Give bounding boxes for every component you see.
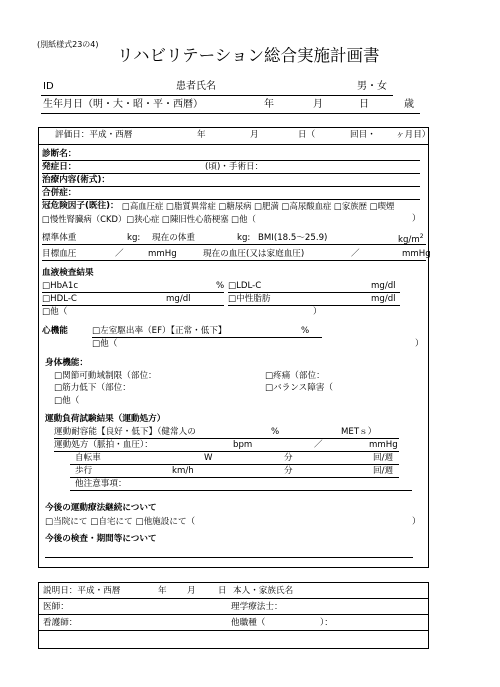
kg-unit: kg: xyxy=(127,233,141,243)
treatment-label: 治療内容(術式)： xyxy=(42,175,111,185)
bpm-unit: bpm xyxy=(233,440,253,450)
target-bp-label: 目標血圧 xyxy=(42,249,77,259)
nurse-label: 看護師： xyxy=(43,618,78,628)
birth-line xyxy=(41,113,420,114)
rule xyxy=(39,598,428,599)
superscript-2: 2 xyxy=(419,233,424,240)
rule xyxy=(42,199,420,200)
mets-unit: METｓ） xyxy=(341,427,377,437)
slash: ／ xyxy=(115,249,124,259)
eval-month: 月 xyxy=(250,130,259,140)
eval-months: ヶ月目） xyxy=(396,130,431,140)
birth-date-label: 生年月日（明・大・昭・平・西暦） xyxy=(43,99,203,110)
mmhg-unit: mmHg xyxy=(402,249,431,259)
mgdl-unit: mg/dl xyxy=(371,294,396,304)
future-exam-title: 今後の検査・期間等について xyxy=(45,534,157,544)
balance-check[interactable]: □バランス障害（ xyxy=(265,383,334,393)
mgdl-unit: mg/dl xyxy=(166,294,191,304)
exercise-prescription-label: 運動処方（脈拍・血圧）： xyxy=(54,440,153,450)
per-week-unit: 回/週 xyxy=(373,453,394,463)
percent-unit: % xyxy=(271,427,280,437)
exercise-test-title: 運動負荷試験結果（運動処方） xyxy=(45,414,166,424)
cardiac-function-title: 心機能 xyxy=(42,326,68,336)
other-notes-label: 他注意事項： xyxy=(75,479,127,489)
standard-weight-label: 標準体重 xyxy=(42,233,77,243)
doctor-label: 医師： xyxy=(43,602,69,612)
percent-unit: % xyxy=(301,326,310,336)
mmhg-unit: mmHg xyxy=(369,440,398,450)
blood-other-check[interactable]: □他（ xyxy=(42,307,68,317)
footer-month: 月 xyxy=(187,586,196,596)
kgm2-text: kg/m xyxy=(398,234,420,245)
other-staff-label: 他職種（ xyxy=(231,618,266,628)
form-number: (別紙様式23の4) xyxy=(37,40,99,49)
eval-day: 日（ xyxy=(298,130,316,140)
watt-unit: W xyxy=(204,453,213,463)
risk-factors-line2[interactable]: □慢性腎臓病（CKD）□狭心症 □陳旧性心筋梗塞 □他（ xyxy=(42,214,256,224)
surgery-date-label: (頃)・手術日： xyxy=(205,162,264,172)
rule xyxy=(42,305,224,306)
paren-close: ） xyxy=(412,517,421,527)
bmi-label: BMI(18.5～25.9) xyxy=(258,233,328,243)
physical-therapist-label: 理学療法士： xyxy=(231,602,283,612)
body-function-title: 身体機能： xyxy=(45,358,88,368)
hba1c-check[interactable]: □HbA1c xyxy=(42,281,79,291)
mmhg-unit: mmHg xyxy=(148,249,177,259)
muscle-weakness-check[interactable]: □筋力低下（部位： xyxy=(54,383,131,393)
diagnosis-label: 診断名： xyxy=(42,149,77,159)
current-weight-label: 現在の体重 xyxy=(152,233,195,243)
rule xyxy=(42,292,224,293)
slash: ／ xyxy=(314,440,323,450)
age-label: 歳 xyxy=(404,99,414,110)
rule xyxy=(42,244,426,245)
bmi-unit xyxy=(398,234,424,244)
mgdl-unit: mg/dl xyxy=(371,281,396,291)
bike-label: 自転車 xyxy=(75,453,101,463)
rule xyxy=(70,477,399,478)
rule xyxy=(42,173,420,174)
paren-close: ） xyxy=(313,307,322,317)
rule xyxy=(70,464,399,465)
rule xyxy=(54,438,399,439)
blood-test-title: 血液検査結果 xyxy=(42,268,94,278)
rule xyxy=(42,260,426,261)
sex-select[interactable]: 男・女 xyxy=(357,81,387,92)
triglyceride-check[interactable]: □中性脂肪 xyxy=(228,294,271,304)
onset-label: 発症日： xyxy=(42,162,77,172)
paren-close: ） xyxy=(415,339,424,349)
walk-label: 歩行 xyxy=(75,466,93,476)
percent-unit: % xyxy=(216,281,225,291)
per-week-unit: 回/週 xyxy=(373,466,394,476)
id-label: ID xyxy=(43,81,54,92)
page-title: リハビリテーション総合実施計画書 xyxy=(117,46,380,65)
complications-label: 合併症： xyxy=(42,188,77,198)
rule xyxy=(54,451,399,452)
other-staff-close: ）： xyxy=(320,618,333,628)
risk-factors-label: 冠危険因子(既往)： xyxy=(42,201,119,211)
min-unit: 分 xyxy=(284,453,293,463)
eval-year: 年 xyxy=(197,130,206,140)
slash: ／ xyxy=(351,249,360,259)
cardiac-other-check[interactable]: □他（ xyxy=(92,339,118,349)
evaluation-date-label: 評価日：平成・西暦 xyxy=(55,130,133,140)
kg-unit: kg: xyxy=(237,233,251,243)
body-other-check[interactable]: □他（ xyxy=(54,396,80,406)
exercise-tolerance-label: 運動耐容能【良好・低下】（健常人の xyxy=(54,427,196,437)
lvef-check[interactable]: □左室駆出率（EF）【正常・低下】 xyxy=(92,326,227,336)
eval-times: 回目・ xyxy=(350,130,376,140)
rule xyxy=(39,630,428,631)
footer-year: 年 xyxy=(158,586,167,596)
current-bp-label: 現在の血圧(又は家庭血圧) xyxy=(203,249,305,259)
rule xyxy=(228,305,400,306)
birth-year: 年 xyxy=(264,99,274,110)
paren-close: ） xyxy=(412,214,421,224)
rom-limit-check[interactable]: □関節可動域制限（部位： xyxy=(54,371,157,381)
rule xyxy=(42,160,420,161)
rule xyxy=(42,186,420,187)
explanation-date-label: 説明日：平成・西暦 xyxy=(43,586,121,596)
patient-name-label: 患者氏名 xyxy=(176,81,216,92)
kmh-unit: km/h xyxy=(172,466,194,476)
rule xyxy=(228,292,400,293)
footer-day: 日 xyxy=(218,586,227,596)
rule xyxy=(45,557,413,558)
min-unit: 分 xyxy=(284,466,293,476)
id-line xyxy=(41,95,393,96)
hdl-check[interactable]: □HDL-C xyxy=(42,294,77,304)
patient-family-name-label: 本人・家族氏名 xyxy=(233,586,294,596)
rule xyxy=(39,614,428,615)
continuation-title: 今後の運動療法継続について xyxy=(45,503,157,513)
birth-day: 日 xyxy=(359,99,369,110)
pain-check[interactable]: □疼痛（部位： xyxy=(265,371,325,381)
risk-factors-line1[interactable]: □高血圧症 □脂質異常症 □糖尿病 □肥満 □高尿酸血症 □家族歴 □喫煙 xyxy=(122,201,395,211)
birth-month: 月 xyxy=(313,99,323,110)
rule xyxy=(70,490,412,491)
ldl-check[interactable]: □LDL-C xyxy=(228,281,262,291)
continuation-options[interactable]: □当院にて □自宅にて □他施設にて（ xyxy=(45,517,196,527)
rule xyxy=(92,337,322,338)
